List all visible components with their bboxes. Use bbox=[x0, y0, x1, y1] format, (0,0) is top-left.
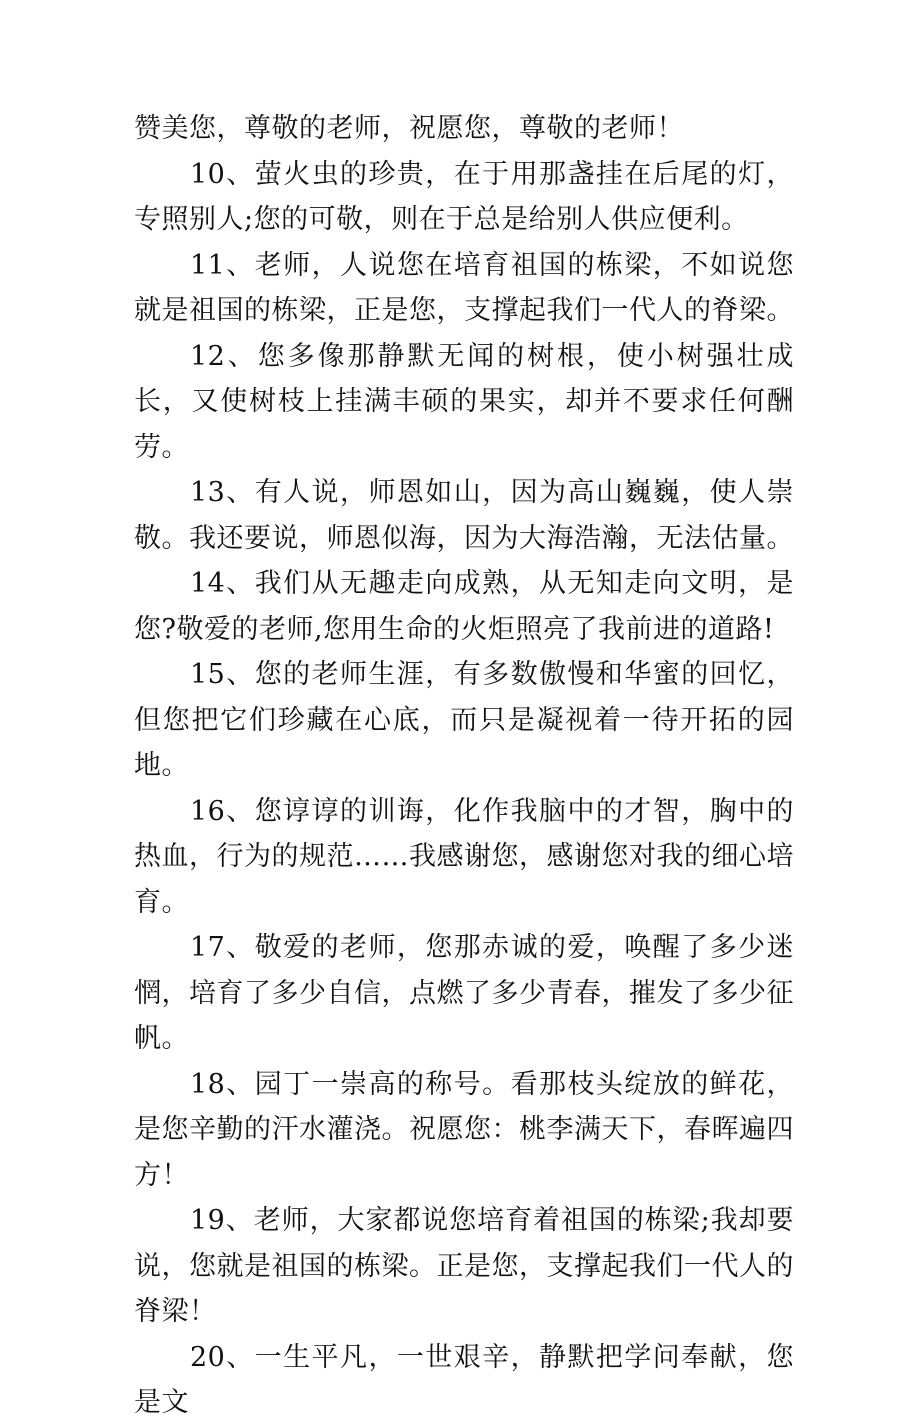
paragraph-17: 17、敬爱的老师，您那赤诚的爱，唤醒了多少迷惘，培育了多少自信，点燃了多少青春，摧发了多少征帆。 bbox=[134, 932, 794, 1054]
document-body bbox=[134, 106, 794, 1426]
paragraph-15: 15、您的老师生涯，有多数傲慢和华蜜的回忆，但您把它们珍藏在心底，而只是凝视着一待开拓的园地。 bbox=[134, 659, 794, 781]
paragraph-19: 19、老师，大家都说您培育着祖国的栋梁;我却要说，您就是祖国的栋梁。正是您，支撑起我们一代人的脊梁！ bbox=[134, 1205, 794, 1327]
paragraph-16: 16、您谆谆的训诲，化作我脑中的才智，胸中的热血，行为的规范……我感谢您，感谢您对我的细心培育。 bbox=[134, 795, 794, 918]
paragraph-18: 18、园丁一崇高的称号。看那枝头绽放的鲜花，是您辛勤的汗水灌浇。祝愿您：桃李满天下，春晖遍四方！ bbox=[134, 1068, 794, 1191]
paragraph-continuation: 赞美您，尊敬的老师，祝愿您，尊敬的老师！ bbox=[134, 113, 684, 144]
paragraph-20: 20、一生平凡，一世艰辛，静默把学问奉献，您是文 bbox=[134, 1341, 794, 1418]
paragraph-11: 11、老师，人说您在培育祖国的栋梁，不如说您就是祖国的栋梁，正是您，支撑起我们一代人的脊梁。 bbox=[134, 249, 794, 326]
paragraph-14: 14、我们从无趣走向成熟，从无知走向文明，是您?敬爱的老师,您用生命的火炬照亮了我前进的道路! bbox=[134, 568, 794, 645]
paragraph-13: 13、有人说，师恩如山，因为高山巍巍，使人崇敬。我还要说，师恩似海，因为大海浩瀚，无法估量。 bbox=[134, 477, 794, 554]
paragraph-12: 12、您多像那静默无闻的树根，使小树强壮成长，又使树枝上挂满丰硕的果实，却并不要求任何酬劳。 bbox=[134, 340, 794, 463]
paragraph-10: 10、萤火虫的珍贵，在于用那盏挂在后尾的灯，专照别人;您的可敬，则在于总是给别人供应便利。 bbox=[134, 158, 794, 235]
